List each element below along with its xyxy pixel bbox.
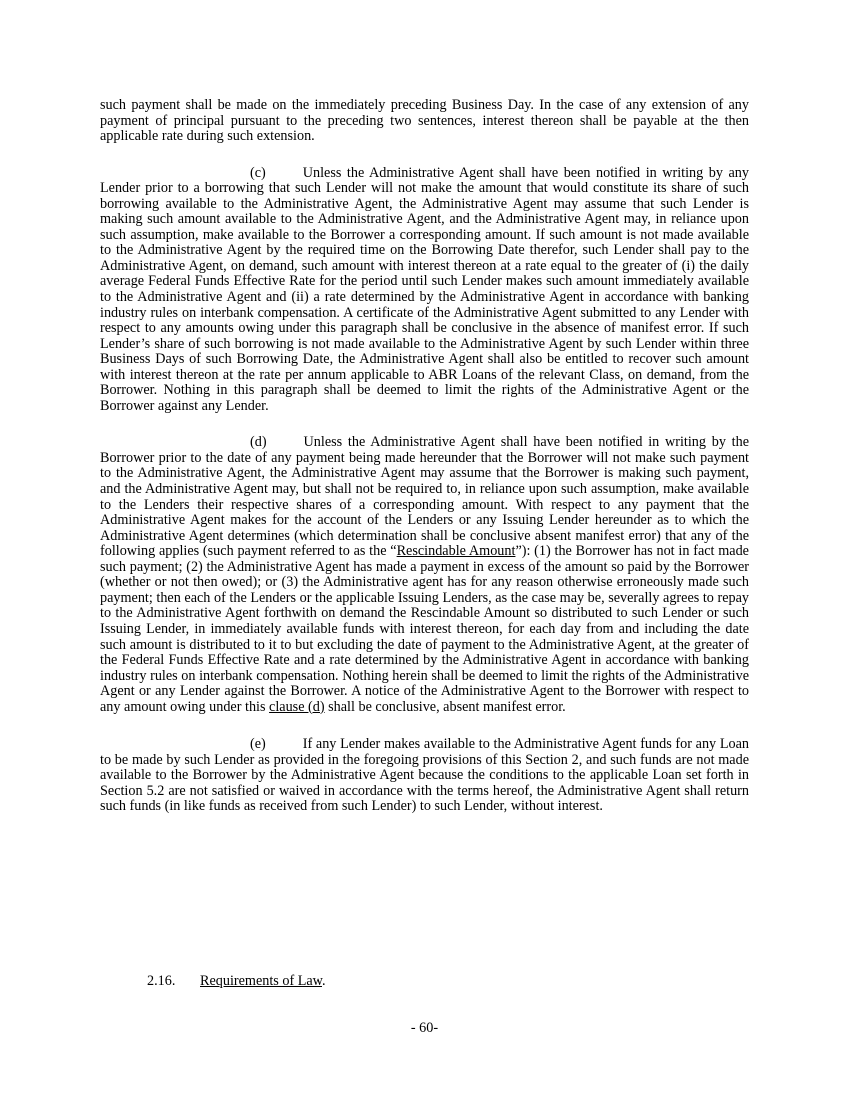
- paragraph-e-text: If any Lender makes available to the Administrative Agent funds for any Loan to be made by such Lender as provided in the foregoing provisions of this Section 2, and such funds are not made available to the Borrower by the Administrative Agent because the conditions to the applicable Loan set forth in Section 5.2 are not satisfied or waived in accordance with the terms hereof, the Administrative Agent shall return such funds (in like funds as received from such Lender) to such Lender, without interest.: [100, 736, 749, 815]
- paragraph-d: [100, 435, 749, 715]
- paragraph-d-text-3: shall be conclusive, absent manifest error.: [324, 698, 566, 715]
- section-title: Requirements of Law: [200, 973, 322, 989]
- clause-d-reference: clause (d): [269, 698, 325, 715]
- paragraph-c: [100, 166, 749, 415]
- paragraph-c-label: (c): [250, 164, 266, 181]
- paragraph-d-label: (d): [250, 434, 267, 451]
- page-number: - 60-: [410, 1020, 439, 1036]
- section-number: 2.16.: [147, 973, 176, 989]
- paragraph-e: [100, 737, 749, 815]
- paragraph-intro: such payment shall be made on the immediately preceding Business Day. In the case of any extension of any payment of principal pursuant to the preceding two sentences, interest thereon shall be payable at the then applicable rate during such extension.: [100, 97, 749, 145]
- paragraph-e-label: (e): [250, 736, 266, 753]
- paragraph-d-text-2: ”): (1) the Borrower has not in fact made such payment; (2) the Administrative Agent has made a payment in excess of the amount so paid by the Borrower (whether or not then owed); or (3) the Administrative agent has for any reason otherwise erroneously made such payment; then each of the Lenders or the applicable Issuing Lenders, as the case may be, severally agrees to repay to the Administrative Agent forthwith on demand the Rescindable Amount so distributed to such Lender or such Issuing Lender, in immediately available funds with interest thereon, for each day from and including the date such amount is distributed to it to but excluding the date of payment to the Administrative Agent, at the greater of the Federal Funds Effective Rate and a rate determined by the Administrative Agent in accordance with banking industry rules on interbank compensation. Nothing herein shall be deemed to limit the rights of the Administrative Agent or any Lender against the Borrower. A notice of the Administrative Agent to the Borrower with respect to any amount owing under this: [100, 543, 749, 715]
- rescindable-amount-term: Rescindable Amount: [396, 543, 516, 560]
- section-heading: [147, 973, 326, 990]
- section-title-period: .: [322, 973, 326, 989]
- paragraph-d-text-1: Unless the Administrative Agent shall have been notified in writing by the Borrower prior to the date of any payment being made hereunder that the Borrower will not make such payment to the Administrative Agent, the Administrative Agent may assume that the Borrower is making such payment, and the Administrative Agent may, but shall not be required to, in reliance upon such assumption, make available to the Lenders their respective shares of a corresponding amount. With respect to any payment that the Administrative Agent makes for the account of the Lenders or any Issuing Lender hereunder as to which the Administrative Agent determines (which determination shall be conclusive absent manifest error) that any of the following applies (such payment referred to as the “: [100, 434, 749, 560]
- paragraph-c-text: Unless the Administrative Agent shall have been notified in writing by any Lender prior to a borrowing that such Lender will not make the amount that would constitute its share of such borrowing available to the Administrative Agent, the Administrative Agent may assume that such Lender is making such amount available to the Administrative Agent, and the Administrative Agent may, in reliance upon such assumption, make available to the Borrower a corresponding amount. If such amount is not made available to the Administrative Agent by the required time on the Borrowing Date therefor, such Lender shall pay to the Administrative Agent, on demand, such amount with interest thereon at a rate equal to the greater of (i) the daily average Federal Funds Effective Rate for the period until such Lender makes such amount immediately available to the Administrative Agent and (ii) a rate determined by the Administrative Agent in accordance with banking industry rules on interbank compensation. A certificate of the Administrative Agent submitted to any Lender with respect to any amounts owing under this paragraph shall be conclusive in the absence of manifest error. If such Lender’s share of such borrowing is not made available to the Administrative Agent by such Lender within three Business Days of such Borrowing Date, the Administrative Agent shall also be entitled to recover such amount with interest thereon at the rate per annum applicable to ABR Loans of the relevant Class, on demand, from the Borrower. Nothing in this paragraph shall be deemed to limit the rights of the Administrative Agent or the Borrower against any Lender.: [100, 164, 749, 414]
- document-page: [100, 98, 749, 815]
